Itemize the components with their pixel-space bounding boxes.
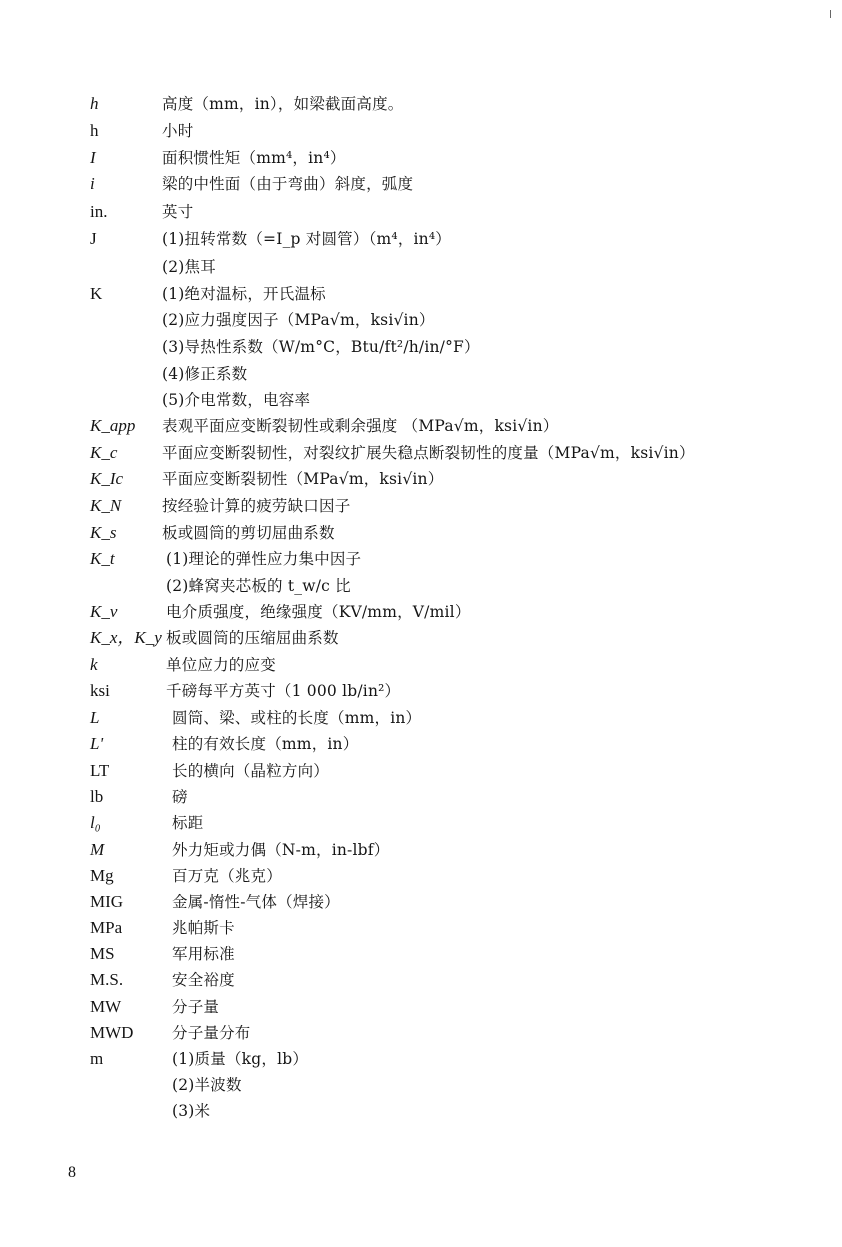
- term-definition: (1)质量（kg，lb）: [172, 1050, 309, 1068]
- term-definition: 高度（mm，in），如梁截面高度。: [162, 95, 404, 113]
- term-definition: 单位应力的应变: [166, 656, 276, 674]
- term-definition: (2)半波数: [172, 1076, 242, 1094]
- term-definition: 长的横向（晶粒方向）: [172, 762, 330, 780]
- term-symbol: lb: [90, 787, 104, 806]
- term-symbol: LT: [90, 761, 110, 780]
- term-definition: 标距: [172, 814, 204, 832]
- term-symbol: k: [90, 655, 98, 674]
- term-definition: 表观平面应变断裂韧性或剩余强度 （MPa√m，ksi√in）: [162, 417, 559, 435]
- term-symbol: h: [90, 121, 99, 140]
- term-symbol: i: [90, 174, 95, 193]
- term-definition: 梁的中性面（由于弯曲）斜度，弧度: [162, 175, 414, 193]
- term-definition: (2)应力强度因子（MPa√m，ksi√in）: [162, 311, 435, 329]
- term-symbol: Mg: [90, 866, 114, 885]
- term-symbol: K_N: [90, 496, 122, 515]
- term-definition: 按经验计算的疲劳缺口因子: [162, 497, 351, 515]
- term-symbol: L: [90, 708, 100, 727]
- term-definition: (2)蜂窝夹芯板的 t_w/c 比: [166, 577, 351, 595]
- term-symbol: MWD: [90, 1023, 134, 1042]
- term-symbol: h: [90, 94, 99, 113]
- term-definition: (4)修正系数: [162, 365, 248, 383]
- term-symbol: K_c: [90, 443, 118, 462]
- term-definition: (3)米: [172, 1102, 211, 1120]
- term-symbol: MIG: [90, 892, 124, 911]
- term-definition: 金属-惰性-气体（焊接）: [172, 893, 340, 911]
- term-symbol: MS: [90, 944, 115, 963]
- term-symbol: K_Ic: [90, 469, 124, 488]
- term-definition: 柱的有效长度（mm，in）: [172, 735, 359, 753]
- term-definition: 圆筒、梁、或柱的长度（mm，in）: [172, 709, 422, 727]
- term-definition: 平面应变断裂韧性，对裂纹扩展失稳点断裂韧性的度量（MPa√m，ksi√in）: [162, 444, 695, 462]
- term-symbol: ksi: [90, 681, 110, 700]
- term-symbol: L': [90, 734, 104, 753]
- term-symbol: l₀: [90, 813, 101, 832]
- term-symbol: MW: [90, 997, 122, 1016]
- term-definition: 分子量: [172, 998, 220, 1016]
- term-definition: 兆帕斯卡: [172, 919, 235, 937]
- term-definition: (2)焦耳: [162, 258, 216, 276]
- term-definition: (5)介电常数，电容率: [162, 391, 311, 409]
- term-definition: 军用标准: [172, 945, 235, 963]
- term-definition: (1)绝对温标，开氏温标: [162, 285, 326, 303]
- term-definition: 分子量分布: [172, 1024, 251, 1042]
- term-definition: 千磅每平方英寸（1 000 lb/in²）: [166, 682, 401, 700]
- term-definition: 百万克（兆克）: [172, 867, 282, 885]
- scan-mark: [830, 10, 831, 18]
- term-symbol: I: [90, 148, 96, 167]
- term-symbol: MPa: [90, 918, 123, 937]
- term-symbol: K: [90, 284, 103, 303]
- term-definition: 外力矩或力偶（N-m，in-lbf）: [172, 841, 390, 859]
- term-definition: 面积惯性矩（mm⁴，in⁴）: [162, 149, 346, 167]
- term-definition: 安全裕度: [172, 971, 235, 989]
- term-definition: (3)导热性系数（W/m°C，Btu/ft²/h/in/°F）: [162, 338, 480, 356]
- term-symbol: J: [90, 229, 97, 248]
- term-symbol: M: [90, 840, 105, 859]
- term-definition: 板或圆筒的剪切屈曲系数: [162, 524, 335, 542]
- term-definition: 平面应变断裂韧性（MPa√m，ksi√in）: [162, 470, 444, 488]
- term-definition: 英寸: [162, 203, 194, 221]
- page-number: 8: [68, 1164, 76, 1181]
- term-symbol: in.: [90, 202, 108, 221]
- term-symbol: M.S.: [90, 970, 124, 989]
- term-symbol: m: [90, 1049, 104, 1068]
- term-symbol: K_t: [90, 549, 115, 568]
- term-definition: (1)理论的弹性应力集中因子: [166, 550, 362, 568]
- term-symbol: K_app: [90, 416, 136, 435]
- term-definition: 电介质强度，绝缘强度（KV/mm，V/mil）: [166, 603, 471, 621]
- term-symbol: K_v: [90, 602, 118, 621]
- term-definition: 小时: [162, 122, 194, 140]
- term-symbol: K_s: [90, 523, 117, 542]
- term-definition: 板或圆筒的压缩屈曲系数: [166, 629, 339, 647]
- term-symbol: K_x，K_y: [90, 628, 162, 647]
- term-definition: (1)扭转常数（=I_p 对圆管）（m⁴，in⁴）: [162, 230, 451, 248]
- term-definition: 磅: [172, 788, 188, 806]
